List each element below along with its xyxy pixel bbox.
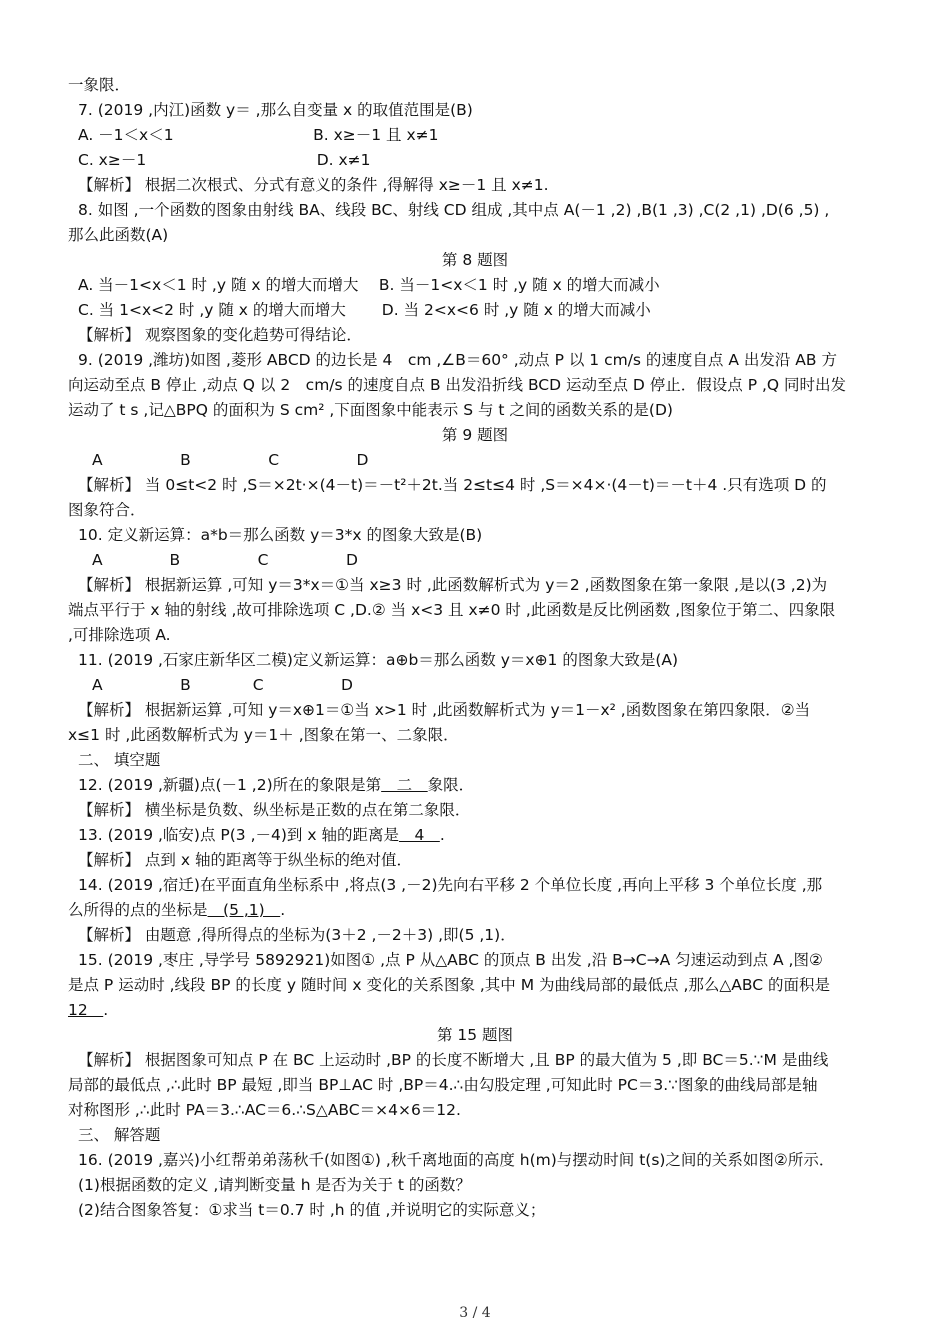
question-12 xyxy=(78,775,898,795)
q12-text: 12. (2019 ,新疆)点(－1 ,2)所在的象限是第 xyxy=(78,776,382,794)
q7-options-cd: C. x≥－1 D. x≠1 xyxy=(78,151,371,169)
q10-analysis: 【解析】 根据新运算 ,可知 y＝3*x＝①当 x≥3 时 ,此函数解析式为 y＝2 ,函数图象在第一象限 ,是以(3 ,2)为 xyxy=(78,576,828,594)
text-line: 一象限． xyxy=(68,76,131,94)
figure-caption-15: 第 15 题图 xyxy=(436,1026,514,1044)
q15-answer-blank: 12 xyxy=(68,1001,104,1019)
q13-tail: . xyxy=(439,826,445,844)
q14-tail: . xyxy=(280,901,286,919)
q10-option-labels: A B C D xyxy=(92,551,358,569)
question-8: 8. 如图 ,一个函数的图象由射线 BA、线段 BC、射线 CD 组成 ,其中点 A(－1 ,2) ,B(1 ,3) ,C(2 ,1) ,D(6 ,5) , xyxy=(78,201,830,219)
question-14: 14. (2019 ,宿迁)在平面直角坐标系中 ,将点(3 ,－2)先向右平移 2 个单位长度 ,再向上平移 3 个单位长度 ,那 xyxy=(78,876,823,894)
q11-analysis: 【解析】 根据新运算 ,可知 y＝x⊕1＝①当 x>1 时 ,此函数解析式为 y＝1－x² ,函数图象在第四象限．②当 xyxy=(78,701,811,719)
q9-option-labels: A B C D xyxy=(92,451,369,469)
q14-text: 么所得的点的坐标是 xyxy=(68,901,208,919)
page-number: 3 / 4 xyxy=(459,1305,491,1321)
q13-analysis: 【解析】 点到 x 轴的距离等于纵坐标的绝对值． xyxy=(78,851,412,869)
question-14-cont xyxy=(68,900,888,920)
q15-tail: . xyxy=(103,1001,109,1019)
q10-analysis-cont: ,可排除选项 A. xyxy=(68,626,171,644)
q16-part-2: (2)结合图象答复：①求当 t＝0.7 时 ,h 的值 ,并说明它的实际意义； xyxy=(78,1201,546,1219)
question-15-cont: 是点 P 运动时 ,线段 BP 的长度 y 随时间 x 变化的关系图象 ,其中 M 为曲线局部的最低点 ,那么△ABC 的面积是 xyxy=(68,976,831,994)
figure-caption-9: 第 9 题图 xyxy=(441,426,509,444)
q10-analysis-cont: 端点平行于 x 轴的射线 ,故可排除选项 C ,D.② 当 x<3 且 x≠0 时 ,此函数是反比例函数 ,图象位于第二、四象限 xyxy=(68,601,836,619)
q7-options-ab: A. －1＜x＜1 B. x≥－1 且 x≠1 xyxy=(78,126,439,144)
q15-analysis: 【解析】 根据图象可知点 P 在 BC 上运动时 ,BP 的长度不断增大 ,且 BP 的最大值为 5 ,即 BC＝5.∵M 是曲线 xyxy=(78,1051,829,1069)
q16-part-1: (1)根据函数的定义 ,请判断变量 h 是否为关于 t 的函数？ xyxy=(78,1176,471,1194)
q12-tail: 象限． xyxy=(427,776,475,794)
q12-analysis: 【解析】 横坐标是负数、纵坐标是正数的点在第二象限． xyxy=(78,801,471,819)
q9-analysis: 【解析】 当 0≤t<2 时 ,S＝×2t·×(4－t)＝－t²＋2t.当 2≤t≤4 时 ,S＝×4×·(4－t)＝－t＋4 .只有选项 D 的 xyxy=(78,476,827,494)
q8-options-cd: C. 当 1<x<2 时 ,y 随 x 的增大而增大 D. 当 2<x<6 时 ,y 随 x 的增大而减小 xyxy=(78,301,651,319)
q12-answer-blank: 二 xyxy=(381,776,428,794)
question-7: 7. (2019 ,内江)函数 y＝ ,那么自变量 x 的取值范围是(B) xyxy=(78,101,473,119)
q8-options-ab: A. 当－1<x＜1 时 ,y 随 x 的增大而增大 B. 当－1<x＜1 时 ,y 随 x 的增大而减小 xyxy=(78,276,660,294)
question-11: 11. (2019 ,石家庄新华区二模)定义新运算：a⊕b＝那么函数 y＝x⊕1 的图象大致是(A) xyxy=(78,651,679,669)
q15-analysis-cont: 对称图形 ,∴此时 PA＝3.∴AC＝6.∴S△ABC＝×4×6＝12. xyxy=(68,1101,461,1119)
q15-analysis-cont: 局部的最低点 ,∴此时 BP 最短 ,即当 BP⊥AC 时 ,BP＝4.∴由勾股定理 ,可知此时 PC＝3.∵图象的曲线局部是轴 xyxy=(68,1076,818,1094)
q11-option-labels: A B C D xyxy=(92,676,353,694)
q13-answer-blank: 4 xyxy=(398,826,440,844)
q9-analysis-cont: 图象符合． xyxy=(68,501,146,519)
q13-text: 13. (2019 ,临安)点 P(3 ,－4)到 x 轴的距离是 xyxy=(78,826,399,844)
question-9-cont: 向运动至点 B 停止 ,动点 Q 以 2 cm/s 的速度自点 B 出发沿折线 BCD 运动至点 D 停止．假设点 P ,Q 同时出发 xyxy=(68,376,847,394)
question-16: 16. (2019 ,嘉兴)小红帮弟弟荡秋千(如图①) ,秋千离地面的高度 h(m)与摆动时间 t(s)之间的关系如图②所示． xyxy=(78,1151,835,1169)
section-heading-fill-in: 二、 填空题 xyxy=(78,751,161,769)
q14-analysis: 【解析】 由题意 ,得所得点的坐标为(3＋2 ,－2＋3) ,即(5 ,1)． xyxy=(78,926,516,944)
question-9-cont: 运动了 t s ,记△BPQ 的面积为 S cm² ,下面图象中能表示 S 与 t 之间的函数关系的是(D) xyxy=(68,401,673,419)
question-15: 15. (2019 ,枣庄 ,导学号 5892921)如图① ,点 P 从△ABC 的顶点 B 出发 ,沿 B→C→A 匀速运动到点 A ,图② xyxy=(78,951,823,969)
question-10: 10. 定义新运算：a*b＝那么函数 y＝3*x 的图象大致是(B) xyxy=(78,526,483,544)
q8-analysis: 【解析】 观察图象的变化趋势可得结论． xyxy=(78,326,362,344)
section-heading-solutions: 三、 解答题 xyxy=(78,1126,161,1144)
question-15-answer xyxy=(68,1000,888,1020)
question-9: 9. (2019 ,潍坊)如图 ,菱形 ABCD 的边长是 4 cm ,∠B＝60° ,动点 P 以 1 cm/s 的速度自点 A 出发沿 AB 方 xyxy=(78,351,837,369)
question-8-cont: 那么此函数(A) xyxy=(68,226,169,244)
figure-caption-8: 第 8 题图 xyxy=(441,251,509,269)
q7-analysis: 【解析】 根据二次根式、分式有意义的条件 ,得解得 x≥－1 且 x≠1. xyxy=(78,176,549,194)
q11-analysis-cont: x≤1 时 ,此函数解析式为 y＝1＋ ,图象在第一、二象限． xyxy=(68,726,459,744)
q14-answer-blank: (5 ,1) xyxy=(207,901,281,919)
question-13 xyxy=(78,825,898,845)
